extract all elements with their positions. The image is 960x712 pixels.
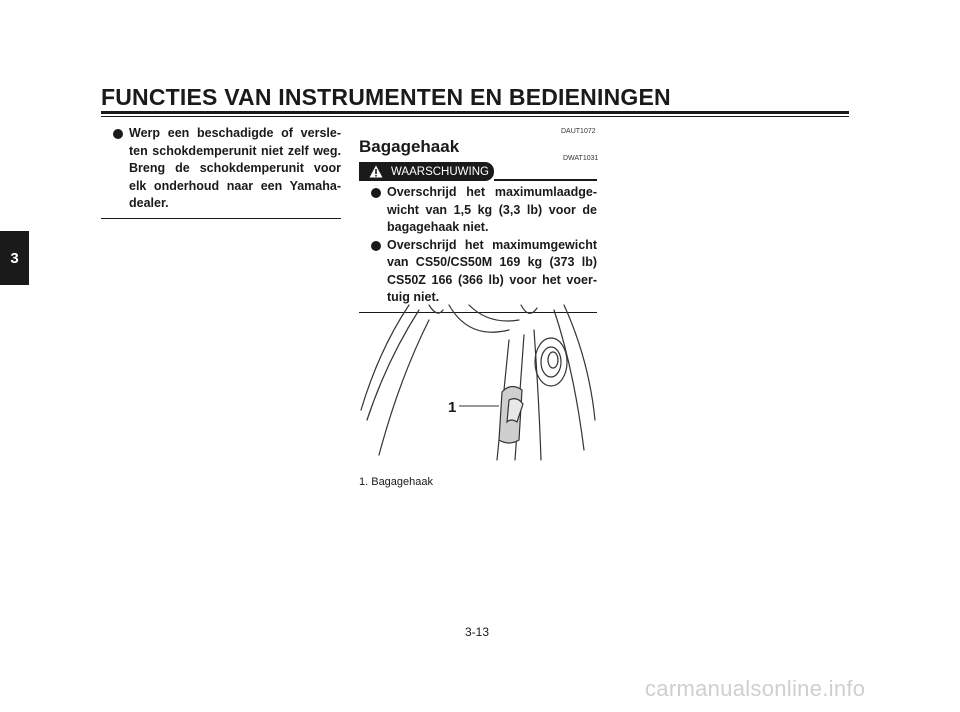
- warning-rule: [494, 179, 597, 181]
- section-end-rule: [101, 218, 341, 220]
- left-bullet-list: [101, 125, 341, 213]
- warning-label: WAARSCHUWING: [391, 165, 489, 178]
- page-number: 3-13: [465, 625, 490, 639]
- right-column: [359, 184, 597, 313]
- warning-bullet-list: [359, 184, 597, 307]
- luggage-hook-drawing: [359, 300, 597, 465]
- chapter-tab: 3: [0, 231, 29, 285]
- watermark: carmanualsonline.info: [645, 676, 866, 701]
- header-rule: [101, 111, 849, 119]
- luggage-hook-illustration: [359, 300, 597, 465]
- bullet-text: Overschrijd het maximumlaadge-wicht van 1,5 kg (3,3 lb) voor de bagagehaak niet.: [387, 185, 597, 234]
- left-column: [101, 125, 341, 219]
- figure-caption: 1. Bagagehaak: [359, 476, 434, 488]
- page-header-title: FUNCTIES VAN INSTRUMENTEN EN BEDIENINGEN: [101, 84, 671, 110]
- bullet-icon: [371, 241, 381, 251]
- bullet-icon: [113, 129, 123, 139]
- warning-badge: [359, 162, 494, 181]
- list-item: [359, 184, 597, 237]
- warning-code: DWAT1031: [563, 155, 599, 162]
- bullet-text: Overschrijd het maximumgewicht van CS50/CS50M 169 kg (373 lb) CS50Z 166 (366 lb) voor het voer-tuig niet.: [387, 237, 597, 304]
- list-item: [101, 125, 341, 213]
- list-item: [359, 237, 597, 307]
- bullet-icon: [371, 188, 381, 198]
- section-code: DAUT1072: [561, 128, 596, 135]
- bullet-text: Werp een beschadigde of versle-ten schokdemperunit niet zelf weg. Breng de schokdemperunit voor elk onderhoud naar een Yamaha-dealer.: [129, 126, 341, 210]
- warning-triangle-icon: [369, 165, 383, 178]
- section-title: Bagagehaak: [359, 137, 460, 156]
- callout-label: 1: [448, 399, 457, 416]
